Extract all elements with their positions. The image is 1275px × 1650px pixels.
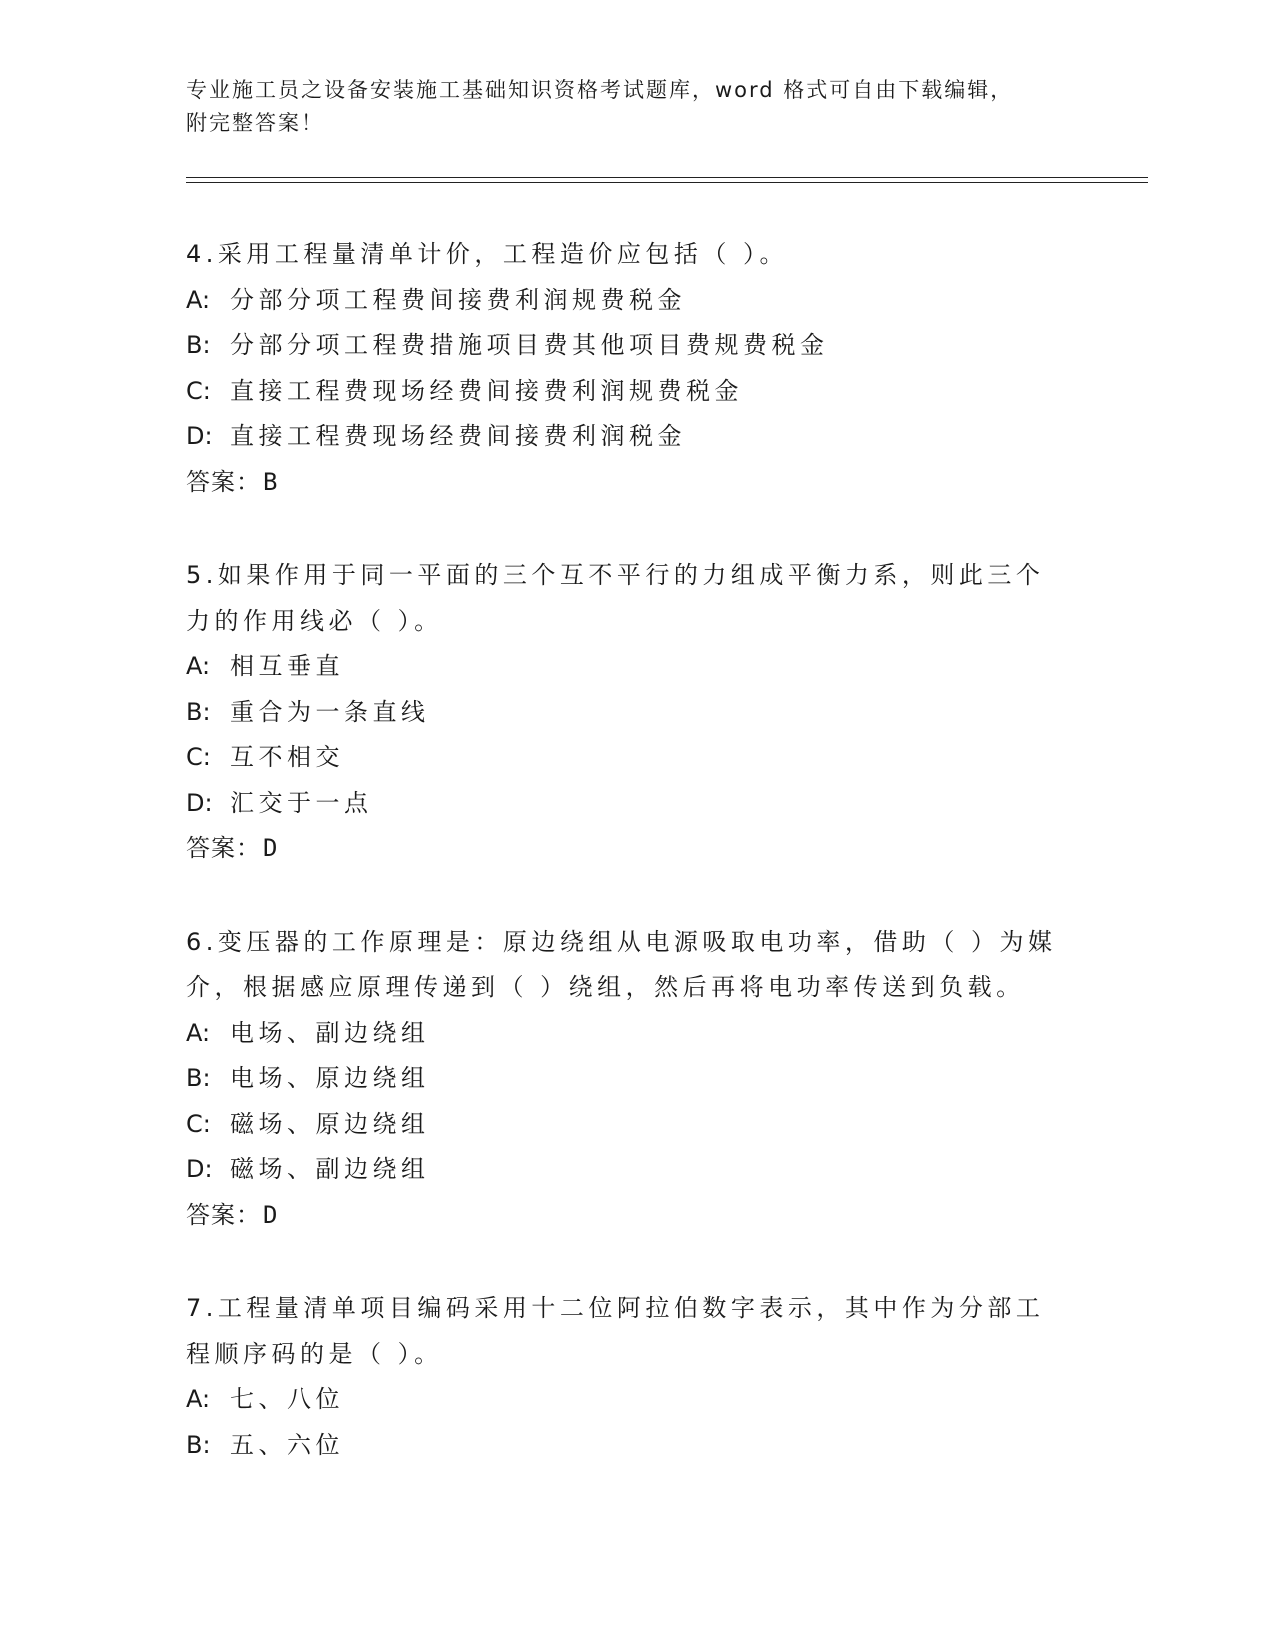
option-text: 电场、原边绕组 bbox=[230, 1064, 430, 1092]
option-key: D: bbox=[186, 788, 213, 817]
answer-option bbox=[186, 1377, 1086, 1423]
question-text: 程顺序码的是（ ）。 bbox=[186, 1339, 443, 1368]
option-text: 相互垂直 bbox=[230, 652, 344, 680]
header-divider-top bbox=[186, 177, 1148, 178]
option-key: C: bbox=[186, 376, 211, 405]
option-key: B: bbox=[186, 1430, 211, 1459]
answer-line bbox=[186, 826, 1086, 872]
answer-option bbox=[186, 323, 1086, 369]
option-text: 直接工程费现场经费间接费利润规费税金 bbox=[230, 376, 743, 405]
answer-option bbox=[186, 1423, 1086, 1469]
answer-line bbox=[186, 1193, 1086, 1239]
option-text: 重合为一条直线 bbox=[230, 697, 430, 726]
option-text: 分部分项工程费措施项目费其他项目费规费税金 bbox=[230, 331, 829, 359]
option-key: A: bbox=[186, 652, 211, 680]
answer-option bbox=[186, 1056, 1086, 1102]
option-text: 五、六位 bbox=[230, 1430, 344, 1459]
answer-option bbox=[186, 1147, 1086, 1193]
answer-line bbox=[186, 460, 1086, 506]
option-key: B: bbox=[186, 331, 211, 359]
header-line-2: 附完整答案！ bbox=[186, 111, 324, 135]
answer-option bbox=[186, 781, 1086, 827]
option-text: 磁场、原边绕组 bbox=[230, 1109, 430, 1138]
question-list bbox=[186, 232, 1086, 1516]
option-key: A: bbox=[186, 1018, 211, 1047]
header-line-1: 专业施工员之设备安装施工基础知识资格考试题库，word 格式可自由下载编辑， bbox=[186, 78, 1014, 102]
option-key: C: bbox=[186, 743, 211, 771]
question-text: 4.采用工程量清单计价，工程造价应包括（ ）。 bbox=[186, 240, 789, 268]
question-block bbox=[186, 920, 1086, 1239]
answer-label: 答案： bbox=[186, 1200, 261, 1229]
option-key: D: bbox=[186, 422, 213, 450]
question-text: 5.如果作用于同一平面的三个互不平行的力组成平衡力系，则此三个 bbox=[186, 561, 1045, 589]
option-key: D: bbox=[186, 1155, 213, 1183]
option-text: 直接工程费现场经费间接费利润税金 bbox=[230, 422, 686, 450]
option-key: A: bbox=[186, 1385, 211, 1413]
answer-label: 答案： bbox=[186, 834, 261, 862]
question-text: 6.变压器的工作原理是：原边绕组从电源吸取电功率，借助（ ）为媒 bbox=[186, 927, 1057, 956]
option-key: B: bbox=[186, 1064, 211, 1092]
option-key: C: bbox=[186, 1109, 211, 1138]
answer-option bbox=[186, 735, 1086, 781]
question-block bbox=[186, 232, 1086, 505]
answer-option bbox=[186, 644, 1086, 690]
answer-value: D bbox=[263, 834, 279, 862]
option-text: 互不相交 bbox=[230, 743, 344, 771]
option-text: 电场、副边绕组 bbox=[230, 1018, 430, 1047]
question-text: 介，根据感应原理传递到（ ）绕组，然后再将电功率传送到负载。 bbox=[186, 973, 1025, 1001]
answer-option bbox=[186, 414, 1086, 460]
option-text: 磁场、副边绕组 bbox=[230, 1155, 430, 1183]
answer-option bbox=[186, 1102, 1086, 1148]
header-divider-bottom bbox=[186, 182, 1148, 183]
answer-label: 答案： bbox=[186, 467, 261, 496]
answer-option bbox=[186, 278, 1086, 324]
option-text: 分部分项工程费间接费利润规费税金 bbox=[230, 285, 686, 314]
option-text: 七、八位 bbox=[230, 1385, 344, 1413]
answer-value: D bbox=[263, 1200, 279, 1229]
answer-option bbox=[186, 1011, 1086, 1057]
answer-option bbox=[186, 369, 1086, 415]
answer-option bbox=[186, 690, 1086, 736]
question-block bbox=[186, 1286, 1086, 1468]
option-text: 汇交于一点 bbox=[230, 788, 373, 817]
document-header bbox=[186, 74, 1066, 140]
answer-value: B bbox=[263, 467, 279, 496]
question-text: 力的作用线必（ ）。 bbox=[186, 606, 443, 635]
option-key: A: bbox=[186, 285, 211, 314]
option-key: B: bbox=[186, 697, 211, 726]
question-text: 7.工程量清单项目编码采用十二位阿拉伯数字表示，其中作为分部工 bbox=[186, 1294, 1045, 1322]
question-block bbox=[186, 553, 1086, 872]
